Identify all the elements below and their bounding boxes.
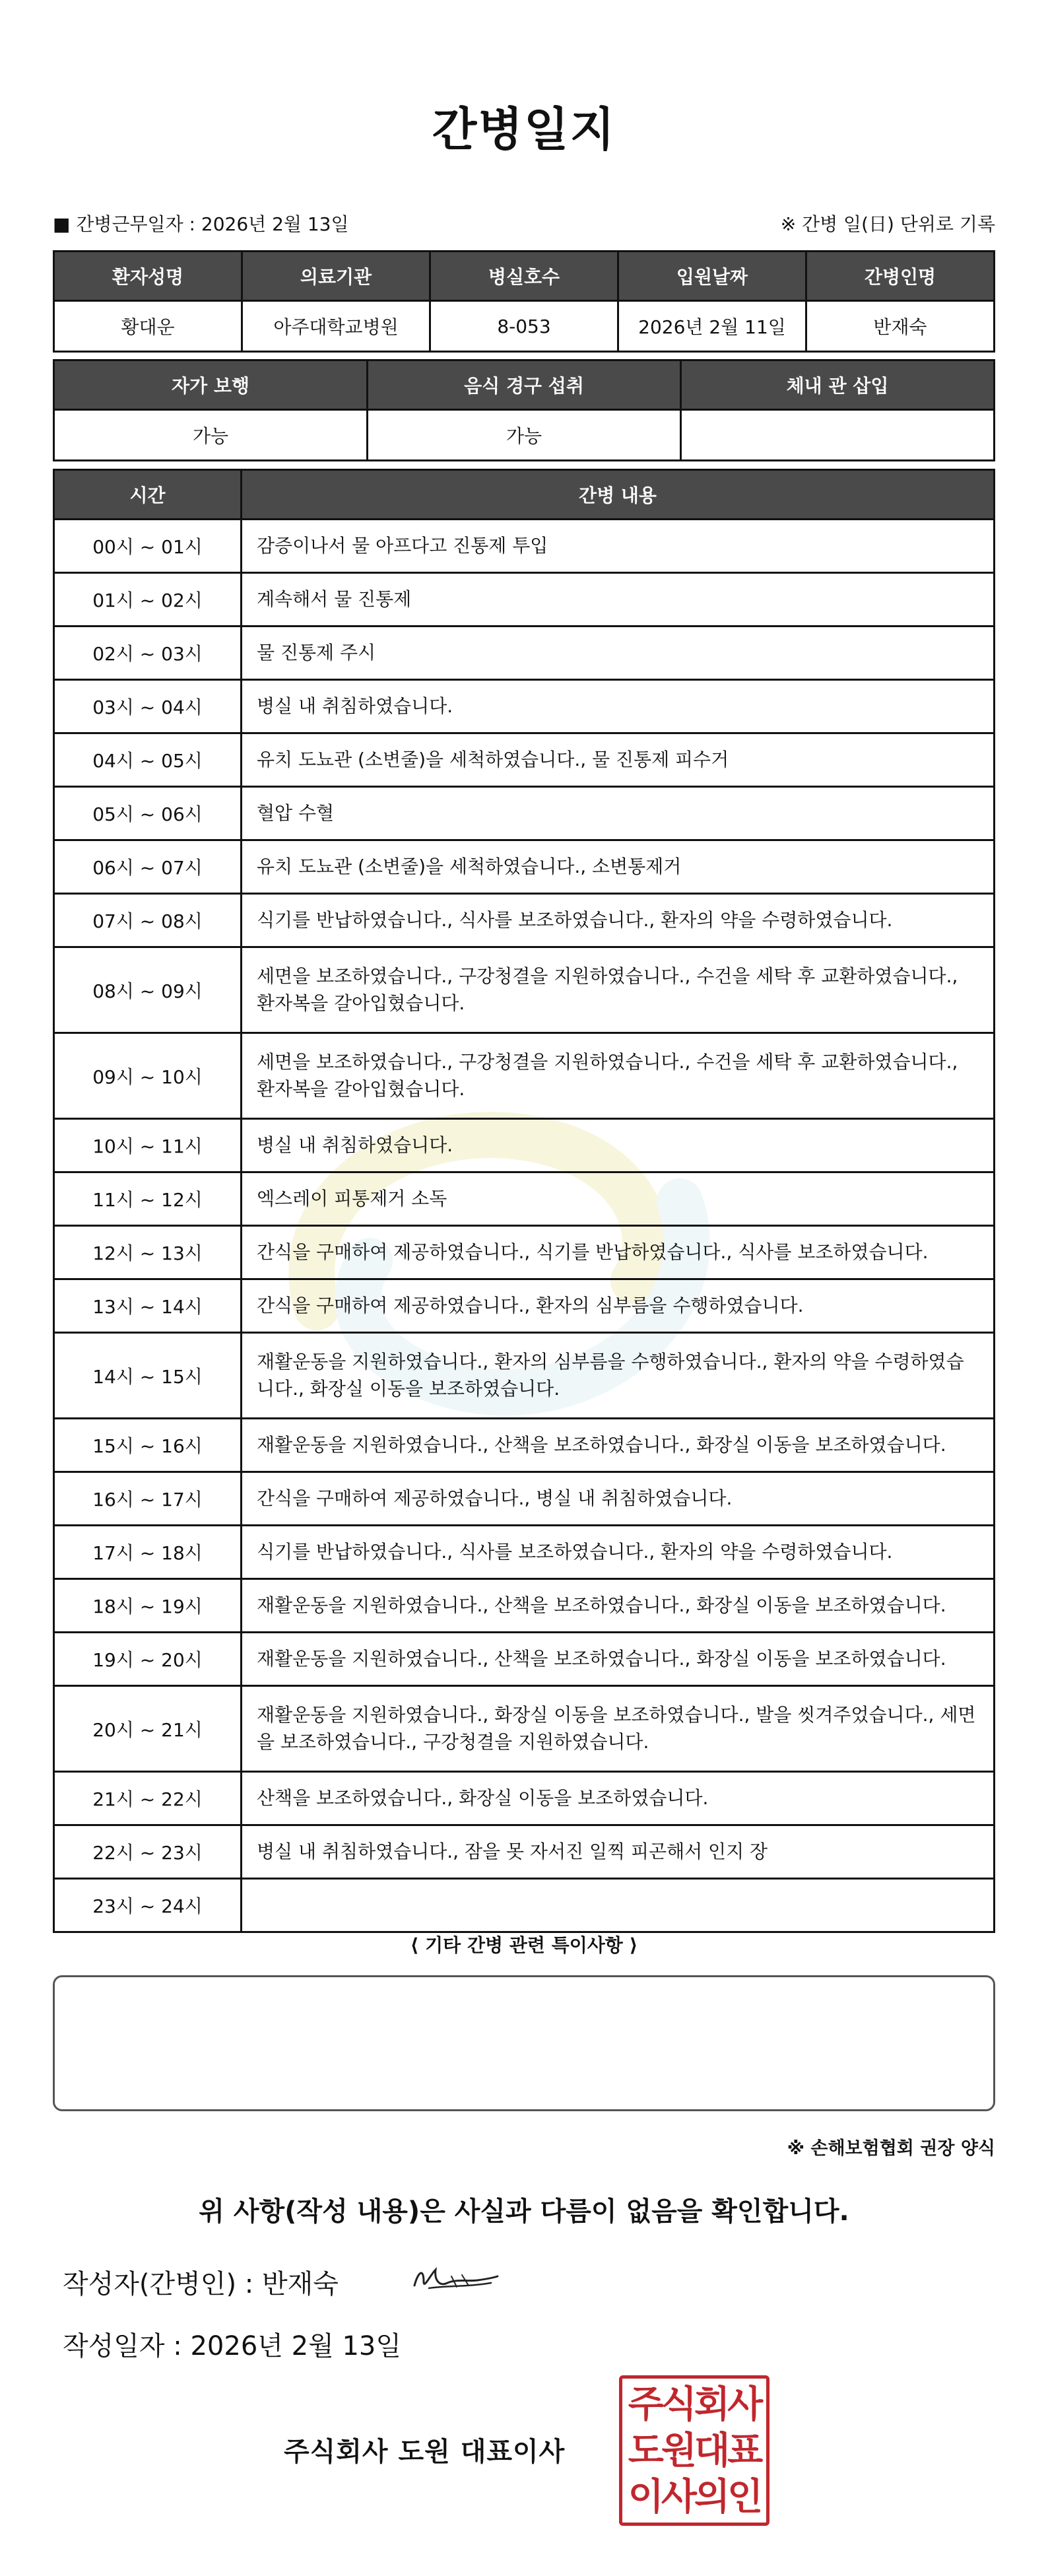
caregiver-name-value: 반재숙 [806,301,995,352]
log-content: 유치 도뇨관 (소변줄)을 세척하였습니다., 물 진통제 피수거 [242,733,995,787]
log-content: 병실 내 취침하였습니다. [242,1119,995,1172]
log-time: 11시 ~ 12시 [54,1172,242,1226]
log-time: 13시 ~ 14시 [54,1279,242,1333]
log-row [54,1879,995,1932]
log-row [54,787,995,840]
log-content: 재활운동을 지원하였습니다., 산책을 보조하였습니다., 화장실 이동을 보조하였습니다. [242,1633,995,1686]
tube-insertion-value [681,410,995,461]
notes-box [53,1975,995,2111]
log-row [54,1472,995,1526]
patient-status-table [53,359,995,461]
log-row [54,627,995,680]
page-title: 간병일지 [432,102,616,156]
log-content: 계속해서 물 진통제 [242,573,995,627]
log-content: 감증이나서 물 아프다고 진통제 투입 [242,520,995,573]
header-admission-date: 입원날짜 [618,252,806,301]
log-time: 18시 ~ 19시 [54,1579,242,1633]
log-time: 19시 ~ 20시 [54,1633,242,1686]
log-row [54,894,995,947]
log-row [54,1825,995,1879]
self-walking-value: 가능 [54,410,368,461]
log-content: 재활운동을 지원하였습니다., 산책을 보조하였습니다., 화장실 이동을 보조하였습니다. [242,1419,995,1472]
header-tube-insertion: 체내 관 삽입 [681,360,995,410]
log-time: 22시 ~ 23시 [54,1825,242,1879]
log-content: 재활운동을 지원하였습니다., 환자의 심부름을 수행하였습니다., 환자의 약을 수령하였습니다., 화장실 이동을 보조하였습니다. [242,1333,995,1419]
log-content: 산책을 보조하였습니다., 화장실 이동을 보조하였습니다. [242,1772,995,1825]
patient-header-row [54,252,995,301]
log-row [54,1333,995,1419]
log-content: 재활운동을 지원하였습니다., 화장실 이동을 보조하였습니다., 발을 씻겨주었습니다., 세면을 보조하였습니다., 구강청결을 지원하였습니다. [242,1686,995,1772]
work-date-label: ■ 간병근무일자 : [53,213,195,235]
log-content: 유치 도뇨관 (소변줄)을 세척하였습니다., 소변통제거 [242,840,995,894]
status-header-row [54,360,995,410]
log-header-row [54,470,995,520]
log-row [54,947,995,1033]
log-time: 05시 ~ 06시 [54,787,242,840]
status-value-row [54,410,995,461]
patient-value-row [54,301,995,352]
log-content: 혈압 수혈 [242,787,995,840]
log-content [242,1879,995,1932]
log-time: 06시 ~ 07시 [54,840,242,894]
log-content: 병실 내 취침하였습니다., 잠을 못 자서진 일찍 피곤해서 인지 장 [242,1825,995,1879]
admission-date-value: 2026년 2월 11일 [618,301,806,352]
confirmation-statement: 위 사항(작성 내용)은 사실과 다름이 없음을 확인합니다. [199,2196,849,2227]
log-time: 23시 ~ 24시 [54,1879,242,1932]
oral-intake-value: 가능 [368,410,681,461]
company-representative: 주식회사 도원 대표이사 [284,2437,566,2467]
log-row [54,1526,995,1579]
log-row [54,520,995,573]
log-row [54,1119,995,1172]
log-row [54,1772,995,1825]
log-content: 세면을 보조하였습니다., 구강청결을 지원하였습니다., 수건을 세탁 후 교환하였습니다., 환자복을 갈아입혔습니다. [242,947,995,1033]
log-row [54,1279,995,1333]
log-content: 간식을 구매하여 제공하였습니다., 식기를 반납하였습니다., 식사를 보조하였습니다. [242,1226,995,1279]
log-content: 세면을 보조하였습니다., 구강청결을 지원하였습니다., 수건을 세탁 후 교환하였습니다., 환자복을 갈아입혔습니다. [242,1033,995,1119]
log-content: 간식을 구매하여 제공하였습니다., 환자의 심부름을 수행하였습니다. [242,1279,995,1333]
recommendation-note: ※ 손해보험협회 권장 양식 [787,2138,995,2159]
header-care-content: 간병 내용 [242,470,995,520]
writer-line [63,2263,339,2301]
log-row [54,573,995,627]
hospital-value: 아주대학교병원 [242,301,430,352]
log-row [54,1419,995,1472]
header-caregiver-name: 간병인명 [806,252,995,301]
room-number-value: 8-053 [430,301,618,352]
log-time: 16시 ~ 17시 [54,1472,242,1526]
log-time: 12시 ~ 13시 [54,1226,242,1279]
company-seal-stamp [619,2375,770,2526]
header-patient-name: 환자성명 [54,252,242,301]
written-date-value: 2026년 2월 13일 [190,2331,401,2361]
notes-title: ⟨ 기타 간병 관련 특이사항 ⟩ [410,1934,638,1956]
log-time: 09시 ~ 10시 [54,1033,242,1119]
header-hospital: 의료기관 [242,252,430,301]
log-time: 10시 ~ 11시 [54,1119,242,1172]
log-time: 01시 ~ 02시 [54,573,242,627]
log-row [54,840,995,894]
header-time: 시간 [54,470,242,520]
log-row [54,1633,995,1686]
log-content: 병실 내 취침하였습니다. [242,680,995,733]
log-row [54,1686,995,1772]
log-row [54,1579,995,1633]
seal-line: 주식회사 [628,2383,761,2426]
log-time: 07시 ~ 08시 [54,894,242,947]
patient-name-value: 황대운 [54,301,242,352]
log-content: 물 진통제 주시 [242,627,995,680]
log-time: 14시 ~ 15시 [54,1333,242,1419]
log-time: 08시 ~ 09시 [54,947,242,1033]
log-row [54,733,995,787]
log-row [54,680,995,733]
log-time: 04시 ~ 05시 [54,733,242,787]
written-date-line [63,2325,401,2363]
log-content: 재활운동을 지원하였습니다., 산책을 보조하였습니다., 화장실 이동을 보조하였습니다. [242,1579,995,1633]
log-time: 21시 ~ 22시 [54,1772,242,1825]
patient-info-table [53,250,995,353]
work-date-line [53,210,349,236]
writer-name: 반재숙 [261,2269,339,2299]
log-time: 15시 ~ 16시 [54,1419,242,1472]
log-time: 00시 ~ 01시 [54,520,242,573]
work-date-value: 2026년 2월 13일 [201,213,349,235]
record-unit-note: ※ 간병 일(日) 단위로 기록 [780,213,995,235]
log-time: 03시 ~ 04시 [54,680,242,733]
log-content: 엑스레이 피통제거 소독 [242,1172,995,1226]
log-content: 식기를 반납하였습니다., 식사를 보조하였습니다., 환자의 약을 수령하였습니다. [242,894,995,947]
log-time: 17시 ~ 18시 [54,1526,242,1579]
header-oral-intake: 음식 경구 섭취 [368,360,681,410]
log-time: 02시 ~ 03시 [54,627,242,680]
log-time: 20시 ~ 21시 [54,1686,242,1772]
seal-line: 이사의인 [628,2475,761,2519]
header-room-number: 병실호수 [430,252,618,301]
log-row [54,1033,995,1119]
log-row [54,1226,995,1279]
care-log-table [53,469,995,1933]
header-self-walking: 자가 보행 [54,360,368,410]
writer-label: 작성자(간병인) : [63,2269,254,2299]
log-content: 식기를 반납하였습니다., 식사를 보조하였습니다., 환자의 약을 수령하였습니다. [242,1526,995,1579]
written-date-label: 작성일자 : [63,2331,182,2361]
signature-icon [409,2256,502,2303]
log-content: 간식을 구매하여 제공하였습니다., 병실 내 취침하였습니다. [242,1472,995,1526]
log-row [54,1172,995,1226]
seal-line: 도원대표 [628,2429,761,2472]
